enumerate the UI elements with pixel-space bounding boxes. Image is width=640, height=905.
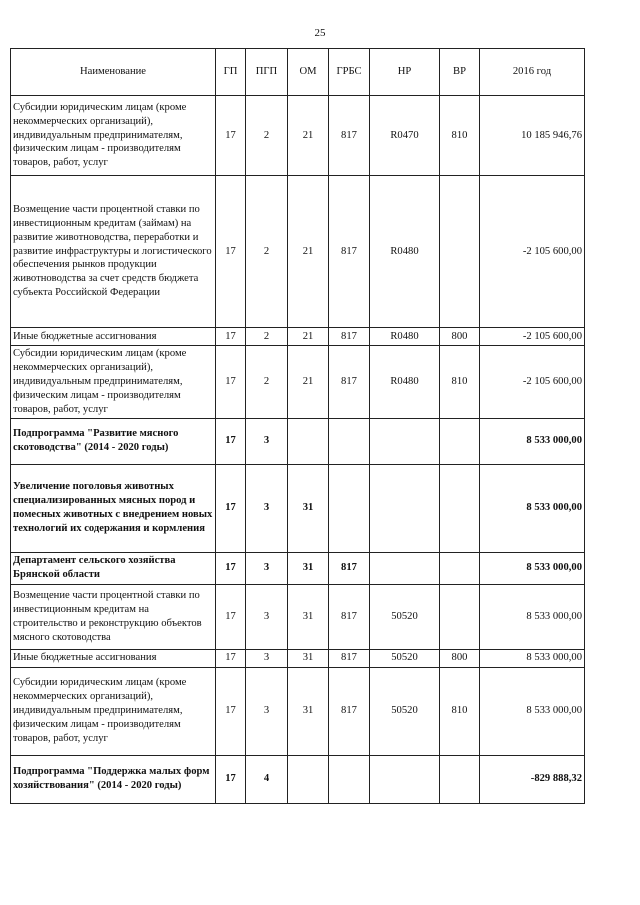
cell-vr (440, 552, 480, 584)
cell-name: Увеличение поголовья животных специализированных мясных пород и помесных животных с внедрением новых технологий их содержания и кормления (11, 464, 216, 552)
cell-name: Возмещение части процентной ставки по инвестиционным кредитам (займам) на развитие животноводства, переработки и развитие инфраструктуры и логистического обеспечения рынков продукции животноводства за счет средств бюджета субъекта Российской Федерации (11, 176, 216, 328)
cell-gp: 17 (216, 755, 246, 803)
cell-name: Иные бюджетные ассигнования (11, 649, 216, 667)
cell-pgp: 3 (246, 464, 288, 552)
cell-pgp: 3 (246, 552, 288, 584)
col-header-vr: ВР (440, 49, 480, 96)
cell-nr (370, 755, 440, 803)
cell-gp: 17 (216, 584, 246, 649)
cell-grbs: 817 (329, 552, 370, 584)
col-header-grbs: ГРБС (329, 49, 370, 96)
cell-gp: 17 (216, 649, 246, 667)
cell-nr: 50520 (370, 649, 440, 667)
cell-amount: -2 105 600,00 (480, 328, 585, 346)
cell-amount: -829 888,32 (480, 755, 585, 803)
cell-vr: 800 (440, 649, 480, 667)
cell-amount: 10 185 946,76 (480, 96, 585, 176)
cell-amount: -2 105 600,00 (480, 176, 585, 328)
cell-om: 31 (288, 552, 329, 584)
cell-amount: -2 105 600,00 (480, 346, 585, 419)
page-number: 25 (314, 27, 326, 39)
table-row (11, 328, 585, 346)
cell-grbs: 817 (329, 584, 370, 649)
cell-grbs: 817 (329, 328, 370, 346)
cell-nr: R0470 (370, 96, 440, 176)
cell-om: 31 (288, 649, 329, 667)
cell-gp: 17 (216, 667, 246, 755)
table-row (11, 176, 585, 328)
cell-amount: 8 533 000,00 (480, 464, 585, 552)
cell-nr (370, 552, 440, 584)
cell-name: Субсидии юридическим лицам (кроме некоммерческих организаций), индивидуальным предпринимателям, физическим лицам - производителям товаров, работ, услуг (11, 96, 216, 176)
cell-vr: 810 (440, 667, 480, 755)
col-header-year: 2016 год (480, 49, 585, 96)
cell-nr: 50520 (370, 584, 440, 649)
cell-nr: R0480 (370, 346, 440, 419)
table-row (11, 346, 585, 419)
table-row (11, 649, 585, 667)
cell-nr (370, 418, 440, 464)
table-header-row (11, 49, 585, 96)
cell-amount: 8 533 000,00 (480, 552, 585, 584)
cell-name: Субсидии юридическим лицам (кроме некоммерческих организаций), индивидуальным предпринимателям, физическим лицам - производителям товаров, работ, услуг (11, 346, 216, 419)
cell-gp: 17 (216, 464, 246, 552)
cell-vr (440, 755, 480, 803)
table-row (11, 584, 585, 649)
cell-om: 31 (288, 667, 329, 755)
col-header-name: Наименование (11, 49, 216, 96)
cell-gp: 17 (216, 328, 246, 346)
cell-vr (440, 176, 480, 328)
cell-om: 31 (288, 464, 329, 552)
cell-nr (370, 464, 440, 552)
cell-om (288, 755, 329, 803)
cell-vr (440, 464, 480, 552)
cell-pgp: 4 (246, 755, 288, 803)
cell-name: Подпрограмма "Развитие мясного скотоводства" (2014 - 2020 годы) (11, 418, 216, 464)
cell-grbs (329, 755, 370, 803)
cell-pgp: 2 (246, 346, 288, 419)
cell-grbs (329, 418, 370, 464)
table-row (11, 96, 585, 176)
cell-amount: 8 533 000,00 (480, 584, 585, 649)
cell-name: Иные бюджетные ассигнования (11, 328, 216, 346)
cell-grbs: 817 (329, 667, 370, 755)
cell-nr: 50520 (370, 667, 440, 755)
col-header-gp: ГП (216, 49, 246, 96)
cell-pgp: 3 (246, 418, 288, 464)
cell-name: Возмещение части процентной ставки по инвестиционным кредитам на строительство и реконструкцию объектов мясного скотоводства (11, 584, 216, 649)
table-row (11, 755, 585, 803)
cell-name: Субсидии юридическим лицам (кроме некоммерческих организаций), индивидуальным предпринимателям, физическим лицам - производителям товаров, работ, услуг (11, 667, 216, 755)
col-header-nr: НР (370, 49, 440, 96)
col-header-om: ОМ (288, 49, 329, 96)
cell-grbs: 817 (329, 96, 370, 176)
cell-gp: 17 (216, 418, 246, 464)
cell-grbs: 817 (329, 649, 370, 667)
cell-grbs (329, 464, 370, 552)
cell-gp: 17 (216, 346, 246, 419)
cell-amount: 8 533 000,00 (480, 418, 585, 464)
table-row (11, 418, 585, 464)
cell-name: Департамент сельского хозяйства Брянской области (11, 552, 216, 584)
cell-amount: 8 533 000,00 (480, 667, 585, 755)
table-row (11, 667, 585, 755)
cell-pgp: 2 (246, 96, 288, 176)
table-row (11, 552, 585, 584)
cell-pgp: 3 (246, 584, 288, 649)
cell-gp: 17 (216, 176, 246, 328)
table-row (11, 464, 585, 552)
cell-om: 21 (288, 328, 329, 346)
cell-nr: R0480 (370, 176, 440, 328)
cell-vr (440, 418, 480, 464)
cell-om: 21 (288, 346, 329, 419)
cell-om (288, 418, 329, 464)
cell-nr: R0480 (370, 328, 440, 346)
cell-amount: 8 533 000,00 (480, 649, 585, 667)
cell-vr: 810 (440, 346, 480, 419)
cell-pgp: 3 (246, 667, 288, 755)
cell-gp: 17 (216, 552, 246, 584)
cell-om: 21 (288, 176, 329, 328)
col-header-pgp: ПГП (246, 49, 288, 96)
cell-grbs: 817 (329, 176, 370, 328)
cell-vr: 810 (440, 96, 480, 176)
cell-pgp: 2 (246, 176, 288, 328)
cell-om: 31 (288, 584, 329, 649)
cell-gp: 17 (216, 96, 246, 176)
cell-vr (440, 584, 480, 649)
cell-grbs: 817 (329, 346, 370, 419)
cell-om: 21 (288, 96, 329, 176)
cell-name: Подпрограмма "Поддержка малых форм хозяйствования" (2014 - 2020 годы) (11, 755, 216, 803)
cell-vr: 800 (440, 328, 480, 346)
cell-pgp: 3 (246, 649, 288, 667)
budget-table (10, 48, 585, 804)
cell-pgp: 2 (246, 328, 288, 346)
